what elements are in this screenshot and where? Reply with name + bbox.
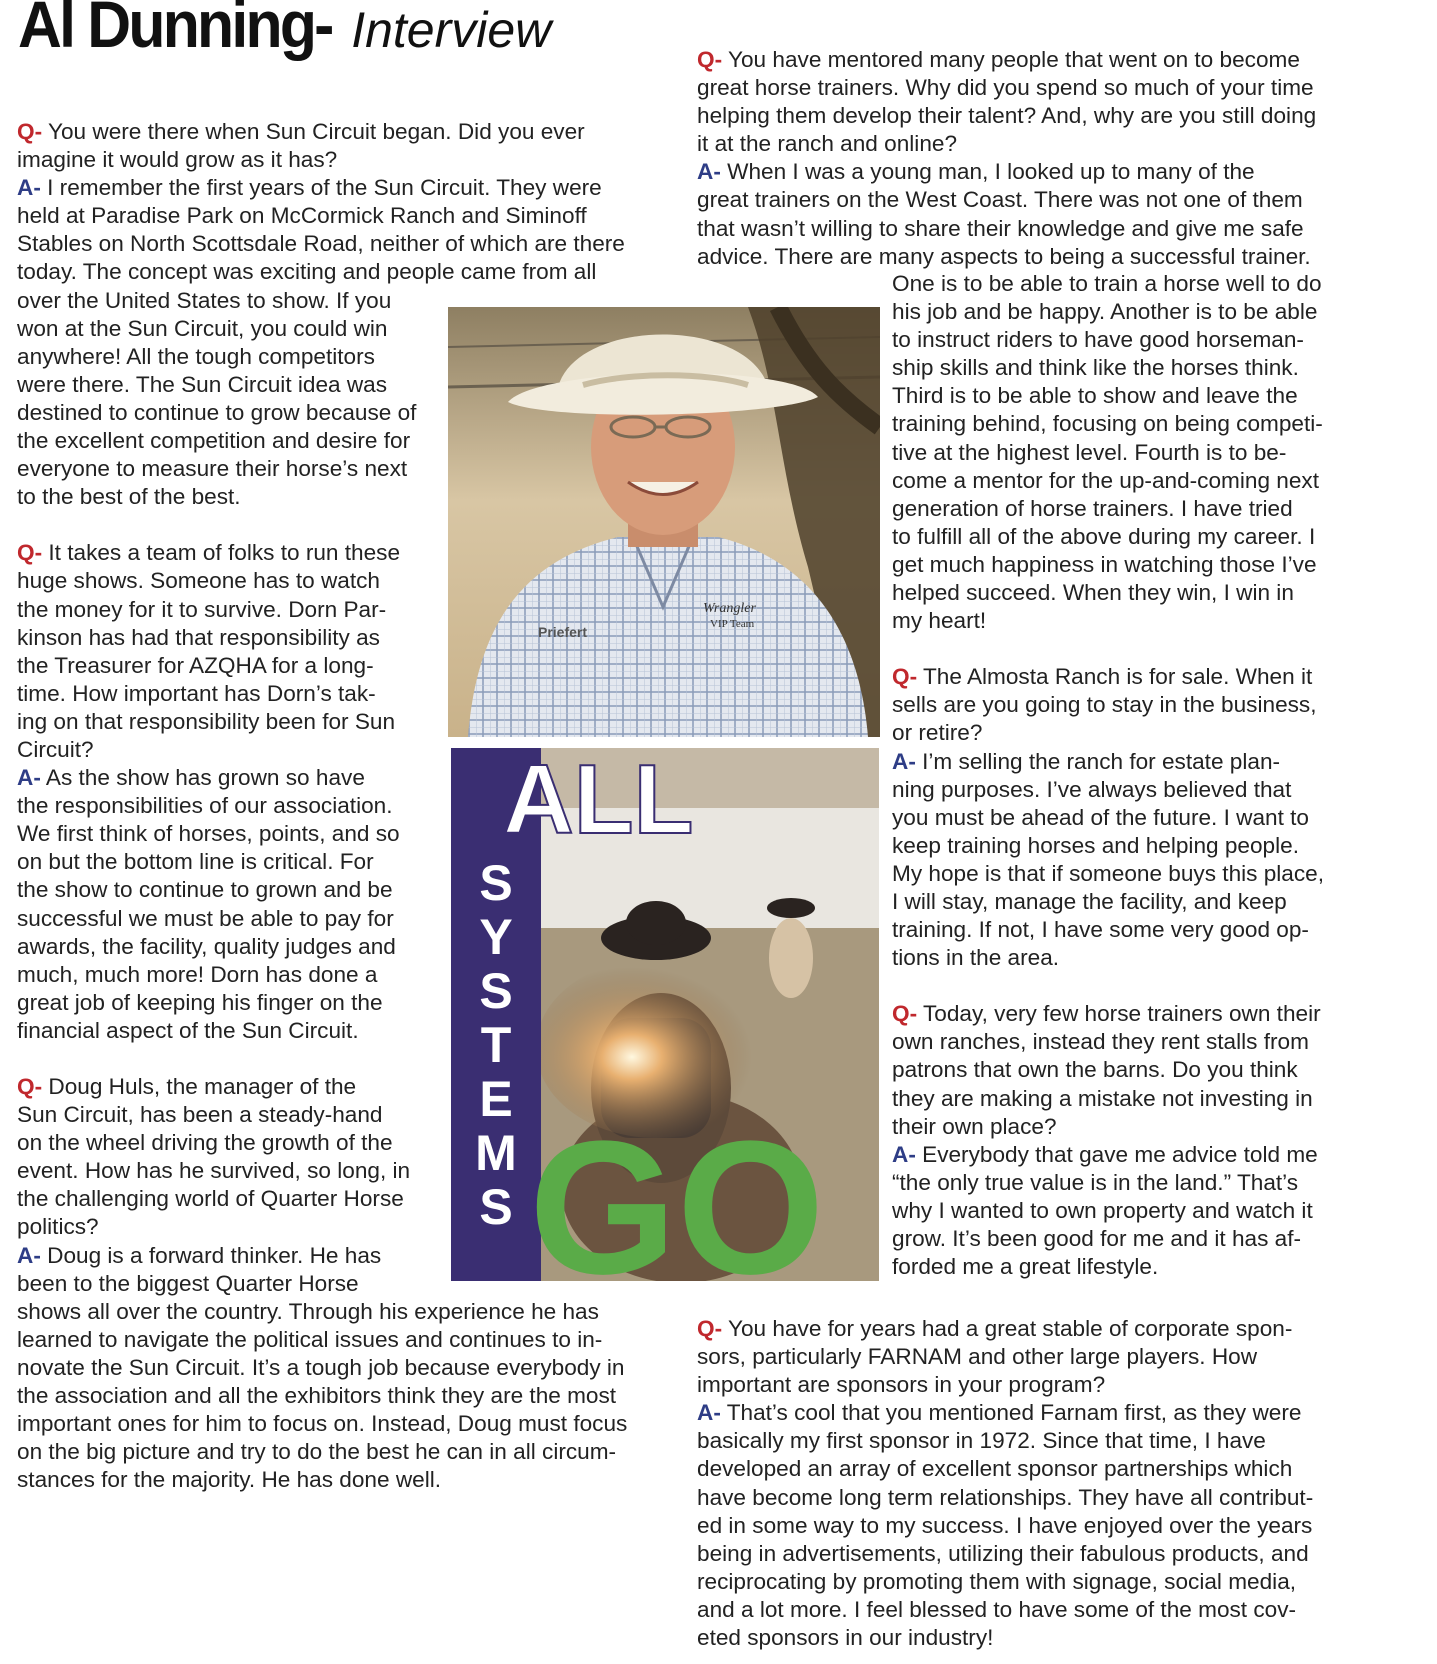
text-line: and a lot more. I feel blessed to have some of the most cov-	[697, 1596, 1297, 1622]
text-line: tions in the area.	[892, 945, 1060, 971]
qa4-question	[697, 46, 1316, 158]
text-line: As the show has grown so have	[45, 765, 365, 791]
text-line: developed an array of excellent sponsor partnerships which	[697, 1456, 1293, 1482]
shirt-logo-right-2: VIP Team	[710, 618, 755, 630]
text-line: on but the bottom line is critical. For	[17, 849, 374, 875]
text-line: We first think of horses, points, and so	[17, 821, 400, 847]
text-line: been to the biggest Quarter Horse	[17, 1270, 359, 1296]
text-line: imagine it would grow as it has?	[17, 147, 338, 173]
question-marker: Q-	[697, 47, 723, 72]
text-line: the association and all the exhibitors think they are the most	[17, 1383, 617, 1409]
text-line: great trainers on the West Coast. There was not one of them	[697, 187, 1303, 213]
portrait-photo	[448, 307, 880, 737]
text-line: You have mentored many people that went on to become	[727, 47, 1300, 72]
text-line: awards, the facility, quality judges and	[17, 933, 396, 959]
qa7-block	[697, 1315, 1313, 1652]
question-marker: Q-	[17, 1074, 43, 1099]
text-line: The Almosta Ranch is for sale. When it	[922, 664, 1313, 690]
text-line: You were there when Sun Circuit began. Did you ever	[47, 119, 585, 144]
poster-vertical-letter: E	[479, 1071, 513, 1127]
answer-marker: A-	[17, 1242, 41, 1268]
text-line: event. How has he survived, so long, in	[17, 1158, 411, 1184]
text-line: keep training horses and helping people.	[892, 832, 1299, 858]
article-title	[18, 0, 698, 90]
poster-vertical-letter: S	[479, 1179, 513, 1235]
text-line: huge shows. Someone has to watch	[17, 568, 380, 594]
answer-marker: A-	[892, 1141, 916, 1167]
text-line: advice. There are many aspects to being a successful trainer.	[697, 243, 1311, 269]
answer-marker: A-	[17, 175, 41, 201]
qa4-answer-continued	[892, 270, 1324, 635]
text-line: When I was a young man, I looked up to many of the	[727, 159, 1255, 185]
text-line: financial aspect of the Sun Circuit.	[17, 1017, 359, 1043]
text-line: Third is to be able to show and leave the	[892, 383, 1298, 409]
text-line: grow. It’s been good for me and it has af-	[892, 1226, 1302, 1251]
text-line: training. If not, I have some very good op-	[892, 917, 1309, 943]
text-line: helped succeed. When they win, I win in	[892, 580, 1294, 606]
text-line: Today, very few horse trainers own their	[922, 1001, 1321, 1027]
text-line: anywhere! All the tough competitors	[17, 343, 375, 369]
question-marker: Q-	[892, 664, 918, 690]
title-name: Al Dunning-	[18, 0, 332, 61]
text-line: important are sponsors in your program?	[697, 1372, 1106, 1398]
text-line: the responsibilities of our association.	[17, 793, 393, 819]
text-line: I will stay, manage the facility, and keep	[892, 888, 1287, 914]
question-marker: Q-	[892, 1001, 918, 1027]
text-line: important ones for him to focus on. Instead, Doug must focus	[17, 1411, 628, 1437]
text-line: on the wheel driving the growth of the	[17, 1130, 393, 1156]
text-line: kinson has had that responsibility as	[17, 624, 380, 650]
poster-illustration	[451, 748, 879, 1281]
text-line: I remember the first years of the Sun Circuit. They were	[47, 175, 602, 201]
text-line: the show to continue to grown and be	[17, 877, 393, 903]
text-line: successful we must be able to pay for	[17, 905, 394, 931]
qa4-answer-top	[697, 158, 1316, 270]
poster-word-bottom: GO	[529, 1102, 825, 1281]
text-line: today. The concept was exciting and people came from all	[17, 259, 597, 285]
text-line: I’m selling the ranch for estate plan-	[922, 748, 1281, 774]
text-line: their own place?	[892, 1113, 1057, 1139]
text-line: his job and be happy. Another is to be able	[892, 299, 1318, 325]
qa6-answer	[892, 1141, 1324, 1281]
qa5-question	[892, 663, 1324, 747]
text-line: to fulfill all of the above during my career. I	[892, 523, 1316, 549]
text-line: ning purposes. I’ve always believed that	[892, 776, 1292, 802]
text-line: basically my first sponsor in 1972. Since that time, I have	[697, 1428, 1266, 1454]
text-line: You have for years had a great stable of corporate spon-	[727, 1316, 1293, 1341]
text-line: have become long term relationships. They have all contribut-	[697, 1484, 1314, 1510]
text-line: or retire?	[892, 720, 983, 746]
qa5-answer	[892, 748, 1324, 973]
text-line: over the United States to show. If you	[17, 287, 392, 313]
text-line: the Treasurer for AZQHA for a long-	[17, 652, 374, 678]
poster-vertical-letter: Y	[479, 909, 513, 965]
text-line: “the only true value is in the land.” That’s	[892, 1169, 1299, 1195]
text-line: ed in some way to my success. I have enjoyed over the years	[697, 1512, 1313, 1538]
text-line: that wasn’t willing to share their knowledge and give me safe	[697, 215, 1304, 241]
answer-marker: A-	[892, 748, 916, 774]
text-line: politics?	[17, 1214, 99, 1240]
text-line: why I wanted to own property and watch it	[892, 1197, 1313, 1223]
text-line: great horse trainers. Why did you spend so much of your time	[697, 75, 1314, 101]
text-line: shows all over the country. Through his experience he has	[17, 1298, 599, 1324]
qa1-question	[17, 118, 627, 174]
poster-word-top: ALL	[503, 748, 694, 854]
text-line: come a mentor for the up-and-coming next	[892, 467, 1319, 493]
text-line: own ranches, instead they rent stalls from	[892, 1029, 1309, 1055]
qa4-block	[697, 46, 1316, 271]
text-line: great job of keeping his finger on the	[17, 989, 383, 1015]
shirt-logo-left: Priefert	[538, 624, 588, 640]
poster-vertical-word	[475, 855, 517, 1235]
text-line: helping them develop their talent? And, why are you still doing	[697, 103, 1317, 129]
text-line: My hope is that if someone buys this place,	[892, 860, 1325, 886]
qa7-question	[697, 1315, 1313, 1399]
text-line: get much happiness in watching those I’ve	[892, 551, 1317, 577]
text-line: on the big picture and try to do the best he can in all circum-	[17, 1439, 617, 1465]
text-line: held at Paradise Park on McCormick Ranch and Siminoff	[17, 203, 587, 229]
poster-vertical-letter: M	[475, 1125, 517, 1181]
text-line: to the best of the best.	[17, 484, 241, 510]
text-line: much, much more! Dorn has done a	[17, 961, 378, 987]
answer-marker: A-	[697, 1400, 721, 1426]
text-line: won at the Sun Circuit, you could win	[17, 315, 388, 341]
text-line: being in advertisements, utilizing their fabulous products, and	[697, 1540, 1309, 1566]
answer-marker: A-	[697, 159, 721, 185]
poster-vertical-letter: T	[480, 1017, 512, 1073]
text-line: the money for it to survive. Dorn Par-	[17, 596, 387, 622]
text-line: ing on that responsibility been for Sun	[17, 708, 396, 734]
text-line: Everybody that gave me advice told me	[922, 1141, 1318, 1167]
text-line: stances for the majority. He has done well.	[17, 1467, 442, 1493]
qa7-answer	[697, 1399, 1313, 1652]
text-line: Stables on North Scottsdale Road, neither of which are there	[17, 231, 625, 257]
text-line: were there. The Sun Circuit idea was	[17, 371, 388, 397]
text-line: Doug Huls, the manager of the	[48, 1074, 357, 1099]
poster-vertical-letter: S	[479, 855, 513, 911]
text-line: patrons that own the barns. Do you think	[892, 1057, 1298, 1083]
poster-vertical-letter: S	[479, 963, 513, 1019]
text-line: One is to be able to train a horse well to do	[892, 271, 1322, 296]
text-line: destined to continue to grow because of	[17, 399, 417, 425]
question-marker: Q-	[17, 119, 43, 144]
text-line: eted sponsors in our industry!	[697, 1625, 994, 1651]
all-systems-go-poster	[451, 748, 879, 1281]
title-subtitle: Interview	[351, 2, 552, 58]
text-line: learned to navigate the political issues and continues to in-	[17, 1326, 603, 1352]
text-line: sells are you going to stay in the business,	[892, 692, 1317, 718]
text-line: tive at the highest level. Fourth is to be-	[892, 439, 1287, 465]
text-line: time. How important has Dorn’s tak-	[17, 680, 376, 706]
text-line: Doug is a forward thinker. He has	[47, 1242, 382, 1268]
text-line: to instruct riders to have good horseman-	[892, 327, 1304, 353]
text-line: they are making a mistake not investing in	[892, 1085, 1313, 1111]
question-marker: Q-	[697, 1316, 723, 1341]
text-line: Circuit?	[17, 736, 94, 762]
text-line: training behind, focusing on being competi-	[892, 411, 1323, 437]
text-line: everyone to measure their horse’s next	[17, 456, 408, 482]
text-line: it at the ranch and online?	[697, 131, 958, 157]
text-line: Sun Circuit, has been a steady-hand	[17, 1102, 383, 1128]
shirt-logo-right-1: Wrangler	[703, 601, 756, 616]
text-line: you must be ahead of the future. I want to	[892, 804, 1309, 830]
text-line: ship skills and think like the horses think.	[892, 355, 1299, 381]
text-line: sors, particularly FARNAM and other large players. How	[697, 1344, 1258, 1370]
question-marker: Q-	[17, 540, 43, 566]
text-line: the excellent competition and desire for	[17, 428, 411, 454]
text-line: reciprocating by promoting them with signage, social media,	[697, 1568, 1297, 1594]
text-line: generation of horse trainers. I have tried	[892, 495, 1293, 521]
text-line: That’s cool that you mentioned Farnam first, as they were	[726, 1400, 1302, 1426]
portrait-illustration	[448, 307, 880, 737]
text-line: the challenging world of Quarter Horse	[17, 1186, 404, 1212]
text-line: forded me a great lifestyle.	[892, 1254, 1159, 1280]
right-narrow-block	[892, 270, 1324, 1281]
answer-marker: A-	[17, 765, 41, 791]
text-line: my heart!	[892, 608, 987, 634]
text-line: novate the Sun Circuit. It’s a tough job because everybody in	[17, 1354, 625, 1380]
qa6-question	[892, 1000, 1324, 1140]
text-line: It takes a team of folks to run these	[48, 540, 401, 566]
